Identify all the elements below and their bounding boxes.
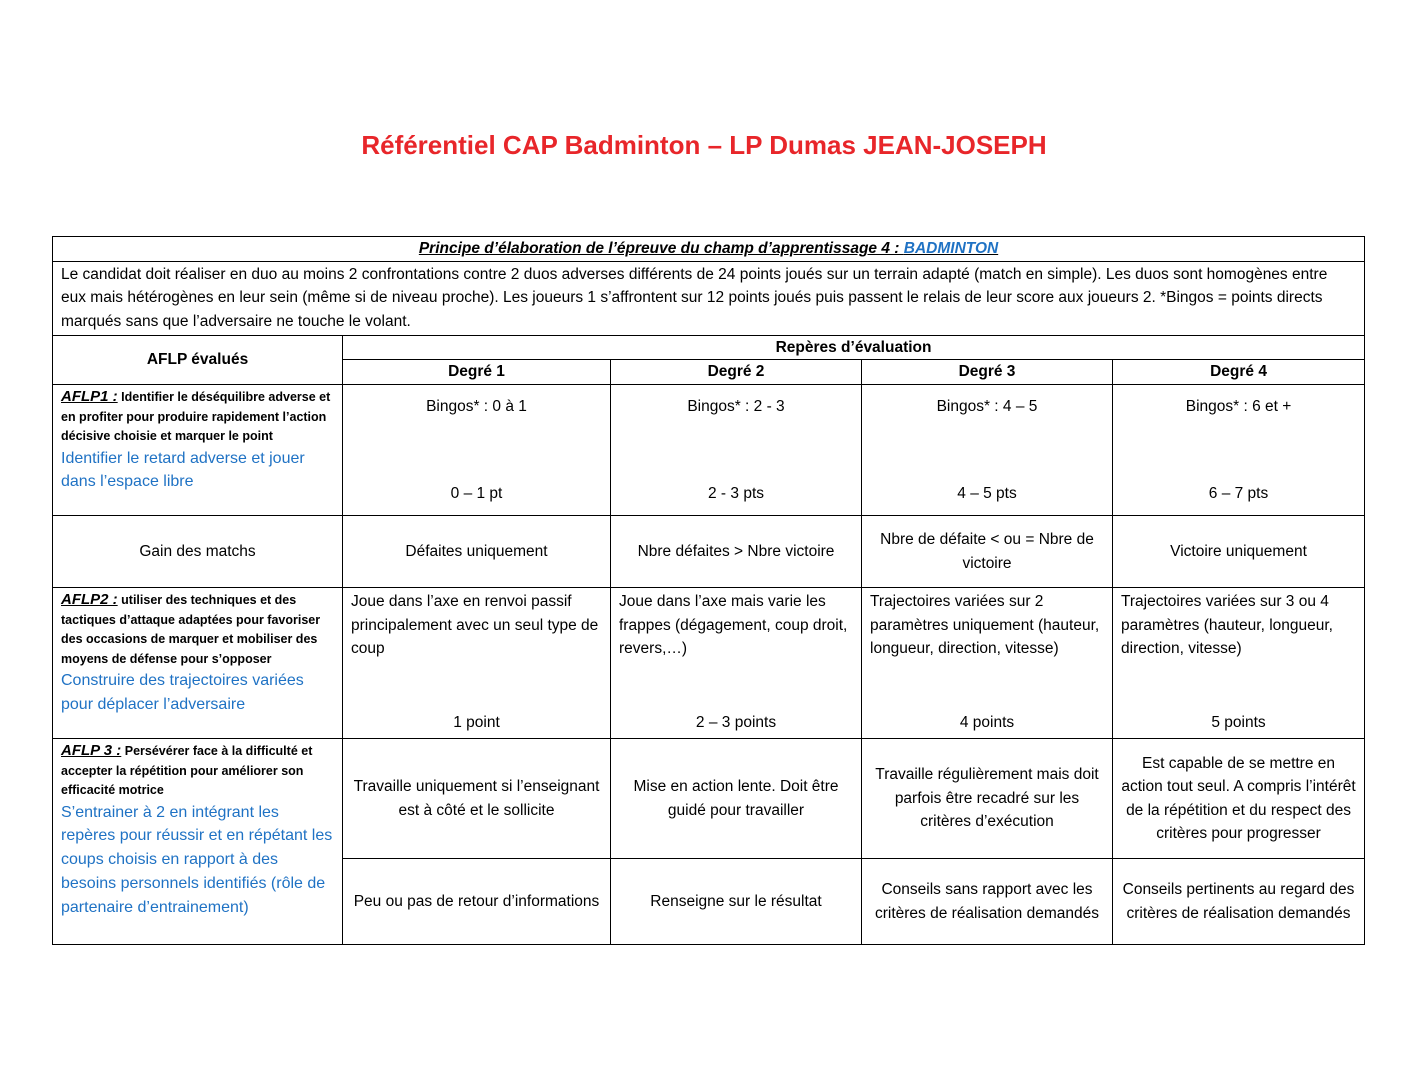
gain-degre-4: Victoire uniquement xyxy=(1113,516,1365,588)
header-degre-4: Degré 4 xyxy=(1113,360,1365,385)
principe-sport: BADMINTON xyxy=(903,240,999,257)
aflp3-row1-degre-3: Travaille régulièrement mais doit parfois être recadré sur les critères d’exécution xyxy=(862,739,1113,859)
aflp1-degre-3 xyxy=(862,385,1113,516)
aflp1-bingos-2: Bingos* : 2 - 3 xyxy=(687,398,785,416)
header-degre-1: Degré 1 xyxy=(343,360,611,385)
aflp2-degre-2 xyxy=(611,588,862,739)
aflp1-bingos-4: Bingos* : 6 et + xyxy=(1185,398,1292,416)
principe-label: Principe d’élaboration de l’épreuve du champ d’apprentissage 4 : xyxy=(418,240,904,257)
aflp3-row2-degre-4: Conseils pertinents au regard des critères de réalisation demandés xyxy=(1113,859,1365,945)
principe-intro: Le candidat doit réaliser en duo au moins 2 confrontations contre 2 duos adverses différents de 24 points joués sur un terrain adapté (match en simple). Les duos sont homogènes entre eux mais hétérogènes en leur sein (même si de niveau proche). Les joueurs 1 s’affrontent sur 12 points joués puis passent le relais de leur score aux joueurs 2. *Bingos = points directs marqués sans que l’adversaire ne touche le volant. xyxy=(53,261,1365,335)
page-title: Référentiel CAP Badminton – LP Dumas JEAN-JOSEPH xyxy=(361,130,1047,160)
aflp1-points-3: 4 – 5 pts xyxy=(957,484,1017,502)
aflp2-desc: utiliser des techniques et des tactiques d’attaque adaptées pour favoriser des occasions de marquer et mobiliser des moyens de défense pour s’opposer xyxy=(61,593,321,666)
aflp1-points-2: 2 - 3 pts xyxy=(708,484,764,502)
header-degre-2: Degré 2 xyxy=(611,360,862,385)
aflp1-degre-2 xyxy=(611,385,862,516)
aflp1-degre-1 xyxy=(343,385,611,516)
header-aflp: AFLP évalués xyxy=(53,335,343,385)
aflp2-points-3: 4 points xyxy=(959,713,1015,731)
gain-label: Gain des matchs xyxy=(53,516,343,588)
aflp2-text-1: Joue dans l’axe en renvoi passif principalement avec un seul type de coup xyxy=(351,593,599,658)
aflp1-degre-4 xyxy=(1113,385,1365,516)
gain-degre-2: Nbre défaites > Nbre victoire xyxy=(611,516,862,588)
aflp2-blue-text: Construire des trajectoires variées pour déplacer l’adversaire xyxy=(61,672,304,713)
aflp2-text-2: Joue dans l’axe mais varie les frappes (dégagement, coup droit, revers,…) xyxy=(619,593,848,658)
gain-degre-3: Nbre de défaite < ou = Nbre de victoire xyxy=(862,516,1113,588)
aflp2-degre-3 xyxy=(862,588,1113,739)
aflp1-points-1: 0 – 1 pt xyxy=(450,484,503,502)
aflp3-cell xyxy=(53,739,343,945)
principe-heading xyxy=(53,237,1365,262)
aflp3-blue-text: S’entrainer à 2 en intégrant les repères pour réussir et en répétant les coups choisis en rapport à des besoins personnels identifiés (rôle de partenaire d’entrainement) xyxy=(61,803,333,916)
aflp3-row1-degre-4: Est capable de se mettre en action tout seul. A compris l’intérêt de la répétition et du respect des critères pour progresser xyxy=(1113,739,1365,859)
aflp2-text-4: Trajectoires variées sur 3 ou 4 paramètres (hauteur, longueur, direction, vitesse) xyxy=(1121,593,1333,658)
aflp3-label: AFLP 3 : xyxy=(61,742,122,760)
aflp2-cell xyxy=(53,588,343,739)
aflp2-degre-1 xyxy=(343,588,611,739)
aflp2-points-1: 1 point xyxy=(453,713,500,731)
aflp2-label: AFLP2 : xyxy=(61,591,118,609)
aflp3-row2-degre-1: Peu ou pas de retour d’informations xyxy=(343,859,611,945)
gain-degre-1: Défaites uniquement xyxy=(343,516,611,588)
aflp1-blue-text: Identifier le retard adverse et jouer dans l’espace libre xyxy=(61,449,305,491)
aflp1-bingos-1: Bingos* : 0 à 1 xyxy=(426,398,527,416)
aflp2-points-2: 2 – 3 points xyxy=(695,713,777,731)
evaluation-table xyxy=(52,236,1365,945)
aflp2-text-3: Trajectoires variées sur 2 paramètres uniquement (hauteur, longueur, direction, vitesse) xyxy=(870,593,1100,658)
header-degre-3: Degré 3 xyxy=(862,360,1113,385)
aflp3-desc: Persévérer face à la difficulté et accepter la répétition pour améliorer son efficacité motrice xyxy=(61,744,313,798)
aflp3-row2-degre-2: Renseigne sur le résultat xyxy=(611,859,862,945)
header-reperes: Repères d’évaluation xyxy=(343,335,1365,360)
aflp2-degre-4 xyxy=(1113,588,1365,739)
aflp3-row1-degre-1: Travaille uniquement si l’enseignant est à côté et le sollicite xyxy=(343,739,611,859)
aflp1-bingos-3: Bingos* : 4 – 5 xyxy=(936,398,1038,416)
aflp1-desc: Identifier le déséquilibre adverse et en profiter pour produire rapidement l’action décisive choisie et marquer le point xyxy=(61,390,331,444)
aflp1-label: AFLP1 : xyxy=(61,388,118,406)
aflp3-row1-degre-2: Mise en action lente. Doit être guidé pour travailler xyxy=(611,739,862,859)
aflp1-cell xyxy=(53,385,343,516)
aflp3-row2-degre-3: Conseils sans rapport avec les critères de réalisation demandés xyxy=(862,859,1113,945)
aflp1-points-4: 6 – 7 pts xyxy=(1208,484,1269,502)
aflp2-points-4: 5 points xyxy=(1211,713,1266,731)
